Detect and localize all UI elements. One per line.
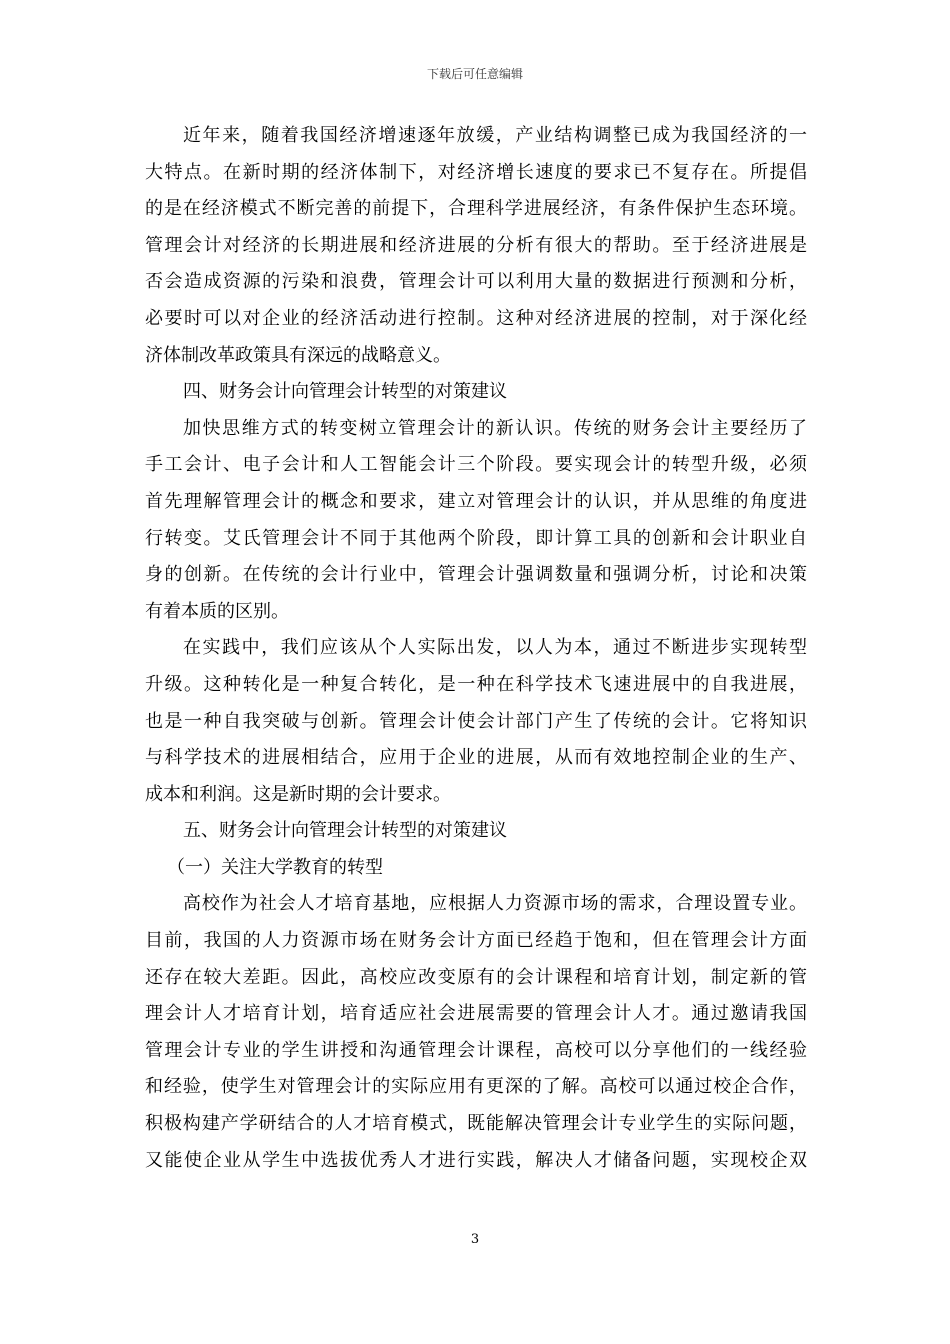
page-number: 3 — [470, 1232, 480, 1247]
text-line: 的是在经济模式不断完善的前提下，合理科学进展经济，有条件保护生态环境。 — [145, 198, 807, 220]
text-line: 否会造成资源的污染和浪费，管理会计可以利用大量的数据进行预测和分析， — [145, 271, 807, 293]
text-line: 和经验，使学生对管理会计的实际应用有更深的了解。高校可以通过校企合作， — [145, 1076, 807, 1098]
text-line: 济体制改革政策具有深远的战略意义。 — [145, 344, 451, 366]
text-line: 目前，我国的人力资源市场在财务会计方面已经趋于饱和，但在管理会计方面 — [145, 930, 807, 952]
text-line: 与科学技术的进展相结合，应用于企业的进展，从而有效地控制企业的生产、 — [145, 747, 807, 769]
text-line: 理会计人才培育计划，培育适应社会进展需要的管理会计人才。通过邀请我国 — [145, 1003, 807, 1025]
text-line: 也是一种自我突破与创新。管理会计使会计部门产生了传统的会计。它将知识 — [145, 710, 807, 732]
section-heading: 五、财务会计向管理会计转型的对策建议 — [183, 820, 507, 842]
text-line: 积极构建产学研结合的人才培育模式，既能解决管理会计专业学生的实际问题， — [145, 1113, 807, 1135]
text-line: 还存在较大差距。因此，高校应改变原有的会计课程和培育计划，制定新的管 — [145, 966, 807, 988]
text-line: 必要时可以对企业的经济活动进行控制。这种对经济进展的控制，对于深化经 — [145, 307, 807, 329]
section-heading: 四、财务会计向管理会计转型的对策建议 — [183, 381, 507, 403]
text-line: 近年来，随着我国经济增速逐年放缓，产业结构调整已成为我国经济的一 — [183, 125, 807, 146]
text-line: 高校作为社会人才培育基地，应根据人力资源市场的需求，合理设置专业。 — [183, 893, 807, 915]
text-line: 有着本质的区别。 — [145, 600, 289, 622]
text-line: 加快思维方式的转变树立管理会计的新认识。传统的财务会计主要经历了 — [183, 417, 807, 439]
text-line: 行转变。艾氏管理会计不同于其他两个阶段，即计算工具的创新和会计职业自 — [145, 527, 807, 549]
text-line: 大特点。在新时期的经济体制下，对经济增长速度的要求已不复存在。所提倡 — [145, 161, 807, 183]
text-line: 在实践中，我们应该从个人实际出发，以人为本，通过不断进步实现转型 — [183, 637, 807, 659]
text-line: 管理会计专业的学生讲授和沟通管理会计课程，高校可以分享他们的一线经验 — [145, 1039, 807, 1061]
page-header: 下载后可任意编辑 — [426, 67, 523, 81]
text-line: 管理会计对经济的长期进展和经济进展的分析有很大的帮助。至于经济进展是 — [145, 234, 807, 256]
text-line: 首先理解管理会计的概念和要求，建立对管理会计的认识，并从思维的角度进 — [145, 490, 807, 512]
text-line: 手工会计、电子会计和人工智能会计三个阶段。要实现会计的转型升级，必须 — [145, 454, 807, 476]
document-body — [145, 118, 807, 1179]
text-line: 又能使企业从学生中选拔优秀人才进行实践，解决人才储备问题，实现校企双 — [145, 1149, 807, 1171]
text-line: 升级。这种转化是一种复合转化，是一种在科学技术飞速进展中的自我进展， — [145, 673, 807, 695]
subsection-heading: （一）关注大学教育的转型 — [167, 856, 383, 878]
text-line: 身的创新。在传统的会计行业中，管理会计强调数量和强调分析，讨论和决策 — [145, 564, 807, 586]
text-line: 成本和利润。这是新时期的会计要求。 — [145, 783, 451, 805]
